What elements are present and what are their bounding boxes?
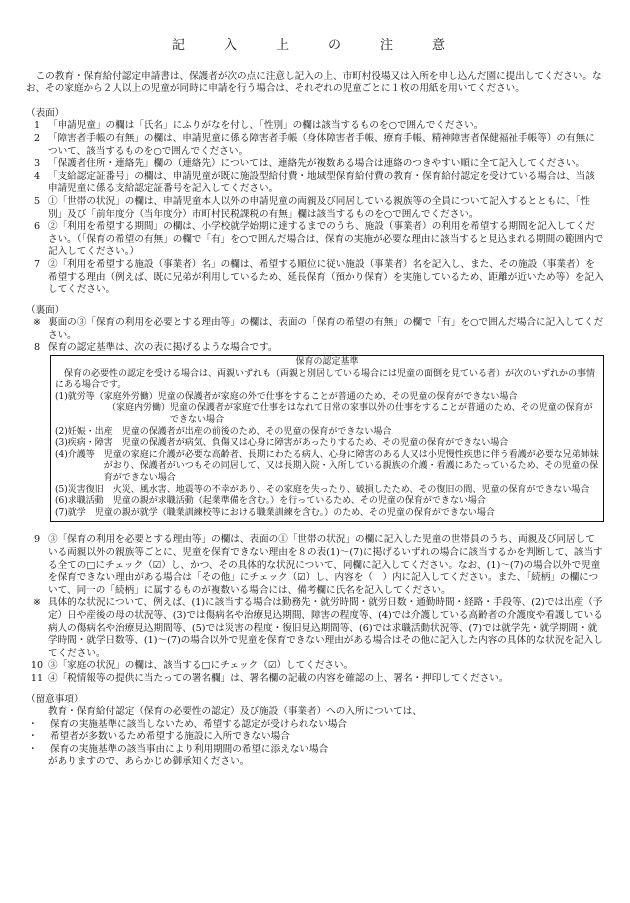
criteria-label: (6)求職活動 bbox=[55, 496, 113, 507]
criteria-table-intro: 保育の必要性の認定を受ける場合は、両親いずれも（両親と別居している場合には児童の面倒を見ている者）が次のいずれかの事情にある場合です。 bbox=[55, 368, 596, 391]
back-item-10 bbox=[26, 660, 604, 673]
notes-bullet bbox=[28, 744, 604, 757]
back-heading: （裏面） bbox=[26, 304, 65, 316]
page-title: 記 入 上 の 注 意 bbox=[171, 38, 458, 53]
note-mark: ※ bbox=[32, 317, 42, 329]
item-text: ③「保育の利用を必要とする理由等」の欄は、表面の①「世帯の状況」の欄に記入した児童の世帯員のうち、両親及び同居している両親以外の親族等ごとに、児童を保育できない理由を８の表(1)～(7)に掲げるいずれの場合に該当するかを判断して、該当する全ての□にチェック（☑）し、かつ、その具体的な状況について、同欄に記入してください。なお、(1)～(7)の場合以外で児童を保育できない理由がある場合は「その他」にチェック（☑）し、内容を（ ）内に記入してください。また、「続柄」の欄について、同一の「続柄」に属するものが複数いる場合には、備考欄に氏名を記入してください。 bbox=[48, 534, 603, 596]
item-number: 1 bbox=[33, 120, 41, 132]
note-text: 具体的な状況について、例えば、(1)に該当する場合は勤務先・就労時間・就労日数・通勤時間・経路・手段等、(2)では出産（予定）日や産後の母の状況等、(3)では傷病名や治療見込期間、障害の程度等、(4)では介護している高齢者の介護度や看護している病人の傷病名や治療見込期間等、(5)では災害の程度・復旧見込期間等、(6)では求職活動状況等、(7)では就学先・就学期間・就学時間・就学日数等、(1)～(7)の場合以外で児童を保育できない理由がある場合はその他に記入した内容の具体的な状況を記入してください。 bbox=[48, 597, 603, 659]
item-text: 「支給認定証番号」の欄は、申請児童が既に施設型給付費・地域型保育給付費の教育・保育給付認定を受けている場合は、当該申請児童に係る支給認定証番号を記入してください。 bbox=[48, 170, 595, 195]
front-item bbox=[26, 196, 604, 221]
criteria-text: 児童の親が求職活動（起業準備を含む。）を行っているため、その児童の保育ができない場合 bbox=[112, 496, 486, 507]
item-number: 5 bbox=[33, 195, 41, 207]
criteria-row bbox=[55, 496, 599, 508]
criteria-row bbox=[55, 438, 599, 450]
bullet-text: 保育の実施基準の該当事由により利用期間の希望に添えない場合 bbox=[50, 743, 329, 755]
criteria-text: 児童の保護者が家庭で仕事をはなれて日常の家事以外の仕事をすることが普通のため、その児童の保育ができない場合 bbox=[170, 403, 593, 426]
criteria-label: (1)就労等（家庭外労働） bbox=[55, 391, 158, 402]
criteria-label: (3)疾病・障害 bbox=[55, 438, 122, 449]
notes-lead: 教育・保育給付認定（保育の必要性の認定）及び施設（事業者）への入所については、 bbox=[48, 706, 422, 718]
bullet-mark: ・ bbox=[28, 731, 38, 743]
front-item bbox=[26, 221, 604, 259]
front-item bbox=[26, 171, 604, 196]
criteria-row bbox=[55, 427, 599, 439]
item-number: 11 bbox=[30, 672, 44, 684]
back-note bbox=[26, 317, 604, 342]
back-item-8 bbox=[26, 342, 604, 355]
criteria-table bbox=[50, 355, 604, 522]
bullet-text: 希望者が多数いるため希望する施設に入所できない場合 bbox=[50, 731, 290, 743]
item-number: 8 bbox=[33, 342, 41, 354]
item-number: 2 bbox=[33, 132, 41, 144]
criteria-label: （家庭内労働） bbox=[107, 403, 171, 414]
bullet-text: 保育の実施基準に該当しないため、希望する認定が受けられない場合 bbox=[50, 718, 348, 730]
criteria-text: 児童の家庭に介護が必要な高齢者、長期にわたる病人、心身に障害のある人又は小児慢性疾患に伴う看護が必要な兄弟姉妹がおり、保護者がいつもその同居して、又は長期入院・入所している親族の介護・看護にあたっているため、その児童の保育ができない場合 bbox=[103, 449, 599, 483]
criteria-label: (5)災害復旧 bbox=[55, 484, 113, 495]
note-text: 裏面の③「保育の利用を必要とする理由等」の欄は、表面の「保育の希望の有無」の欄で「有」を○で囲んだ場合に記入してください。 bbox=[48, 317, 604, 341]
front-item bbox=[26, 120, 604, 133]
criteria-label: (7)就学 bbox=[55, 507, 95, 518]
criteria-table-header: 保育の認定基準 bbox=[295, 357, 359, 368]
criteria-label: (2)妊娠・出産 bbox=[55, 426, 122, 437]
item-text: ④「税情報等の提供に当たっての署名欄」は、署名欄の記載の内容を確認の上、署名・押印してください。 bbox=[48, 672, 509, 684]
notes-bullet bbox=[28, 719, 604, 732]
criteria-text: 火災、風水害、地震等の不幸があり、その家庭を失ったり、破損したため、その復旧の間、児童の保育ができない場合 bbox=[112, 484, 590, 495]
notes-heading: （留意事項） bbox=[26, 693, 84, 705]
criteria-row bbox=[55, 403, 599, 426]
front-heading: （表面） bbox=[26, 107, 65, 119]
front-item bbox=[26, 259, 604, 297]
item-text: ②「利用を希望する期間」の欄は、小学校就学始期に達するまでのうち、施設（事業者）の利用を希望する期間を記入してください。（「保育の希望の有無」の欄で「有」を○で囲んだ場合は、保育の実施が必要な理由に該当すると見込まれる期間の範囲内で記入してください。） bbox=[48, 221, 604, 258]
note-mark: ※ bbox=[32, 597, 42, 609]
notes-closing: がありますので、あらかじめ御承知ください。 bbox=[48, 756, 250, 768]
criteria-label: (4)介護等 bbox=[55, 449, 104, 460]
criteria-row bbox=[55, 485, 599, 497]
bullet-mark: ・ bbox=[28, 743, 38, 755]
criteria-text: 児童の保護者が出産の前後のため、その児童の保育ができない場合 bbox=[121, 426, 392, 437]
item-text: 「保護者住所・連絡先」欄の（連絡先）については、連絡先が複数ある場合は連絡のつきやすい順に全て記入してください。 bbox=[48, 158, 586, 170]
back-note-2 bbox=[26, 597, 604, 660]
front-item bbox=[26, 133, 604, 158]
front-item bbox=[26, 158, 604, 171]
criteria-text: 児童の保護者が家庭の外で仕事をすることが普通のため、その児童の保育ができない場合 bbox=[157, 391, 518, 402]
item-number: 10 bbox=[30, 660, 44, 672]
item-number: 3 bbox=[33, 158, 41, 170]
criteria-row bbox=[55, 508, 599, 520]
criteria-row bbox=[55, 392, 599, 404]
item-number: 9 bbox=[33, 534, 41, 546]
item-text: ②「利用を希望する施設（事業者）名」の欄は、希望する順位に従い施設（事業者）名を記入し、また、その施設（事業者）を希望する理由（例えば、既に兄弟が利用しているため、延長保育（預かり保育）を実施しているため、距離が近いため等）を記入してください。 bbox=[48, 258, 604, 296]
item-text: 「申請児童」の欄は「氏名」にふりがなを付し、「性別」の欄は該当するものを○で囲んでください。 bbox=[48, 120, 484, 132]
item-text: ①「世帯の状況」の欄は、申請児童本人以外の申請児童の両親及び同居している親族等の全員について記入するとともに、「性別」及び「前年度分（当年度分）市町村民税課税の有無」欄は該当するものを○で囲んでください。 bbox=[48, 195, 590, 220]
criteria-text: 児童の親が就学（職業訓練校等における職業訓練を含む。）のため、その児童の保育ができない場合 bbox=[94, 507, 495, 518]
item-number: 6 bbox=[33, 221, 41, 233]
item-number: 7 bbox=[33, 258, 41, 270]
spacer bbox=[26, 297, 604, 305]
bullet-mark: ・ bbox=[28, 718, 38, 730]
notes-bullet bbox=[28, 731, 604, 744]
item-text: 「障害者手帳の有無」の欄は、申請児童に係る障害者手帳（身体障害者手帳、療育手帳、精神障害者保健福祉手帳等）の有無について、該当するものを○で囲んでください。 bbox=[48, 132, 595, 157]
criteria-row bbox=[55, 450, 599, 485]
intro-paragraph: この教育・保育給付認定申請書は、保護者が次の点に注意し記入の上、市町村役場又は入所を申し込んだ園に提出してください。なお、その家庭から２人以上の児童が同時に申請を行う場合は、それぞれの児童ごとに１枚の用紙を用いてください。 bbox=[26, 70, 602, 95]
back-item-9 bbox=[26, 534, 604, 597]
front-items bbox=[26, 120, 604, 296]
item-number: 4 bbox=[33, 170, 41, 182]
spacer bbox=[26, 686, 604, 694]
criteria-text: 児童の保護者が病気、負傷又は心身に障害があったりするため、その児童の保育ができない場合 bbox=[121, 438, 509, 449]
item-text: 保育の認定基準は、次の表に掲げるような場合です。 bbox=[48, 342, 278, 354]
back-item-11 bbox=[26, 673, 604, 686]
item-text: ③「家庭の状況」の欄は、該当する□にチェック（☑）してください。 bbox=[48, 660, 354, 672]
